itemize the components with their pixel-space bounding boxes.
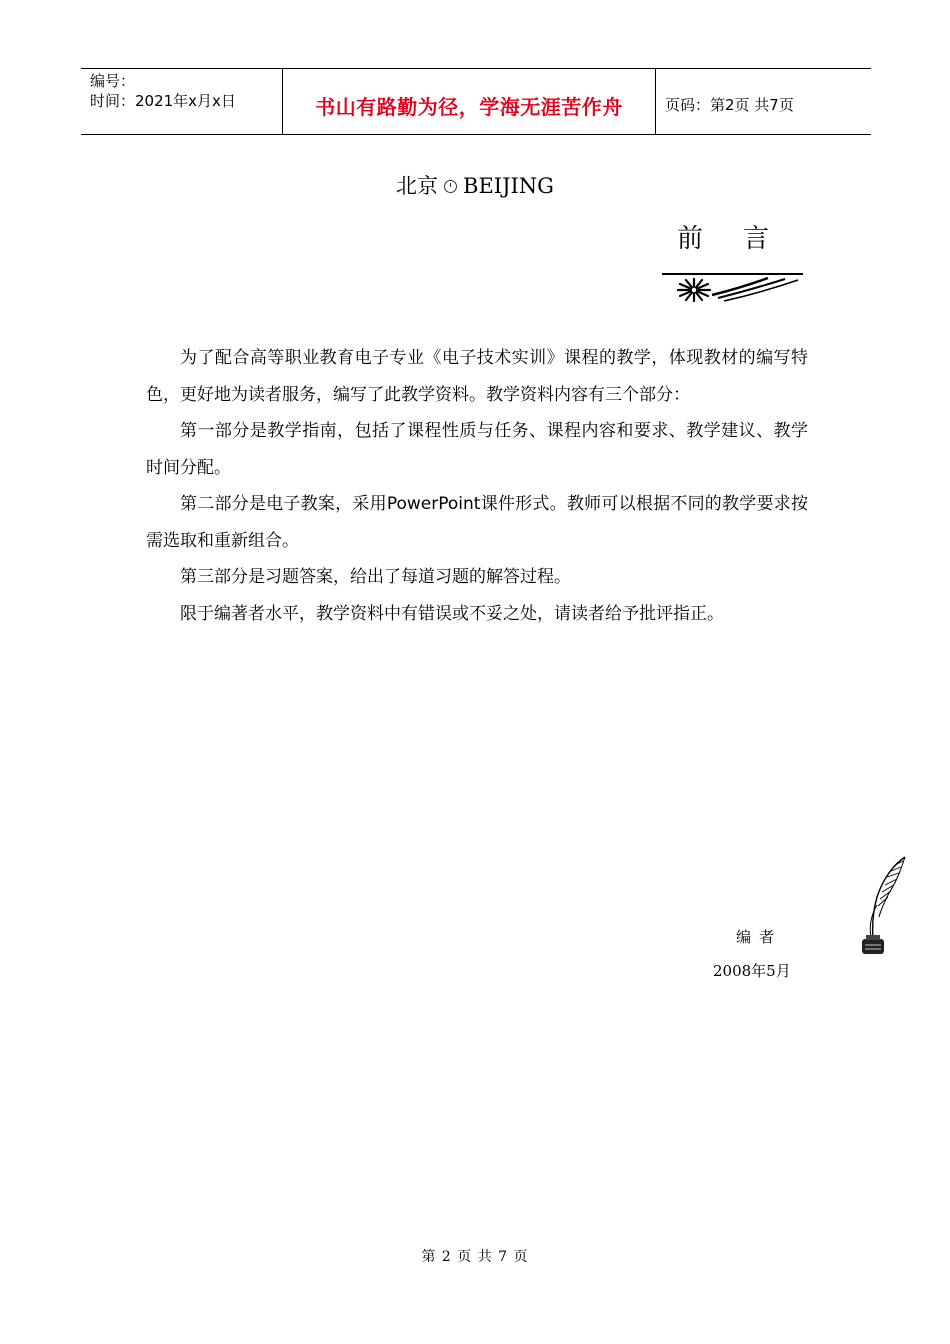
page-title: 前言 bbox=[677, 224, 810, 254]
city-line bbox=[0, 170, 950, 200]
paragraph: 为了配合高等职业教育电子专业《电子技术实训》课程的教学，体现教材的编写特色，更好地为读者服务，编写了此教学资料。教学资料内容有三个部分： bbox=[146, 348, 808, 405]
page-footer: 第 2 页 共 7 页 bbox=[421, 1249, 529, 1265]
preface-body bbox=[146, 340, 808, 632]
flower-ornament-icon bbox=[660, 268, 805, 308]
quill-ink-icon bbox=[857, 855, 909, 963]
header-page-info: 页码：第2页 共7页 bbox=[665, 96, 794, 114]
city-name-en: BEIJING bbox=[463, 174, 554, 198]
paragraph: 第一部分是教学指南，包括了课程性质与任务、课程内容和要求、教学建议、教学时间分配。 bbox=[146, 421, 808, 478]
paragraph: 第二部分是电子教案，采用PowerPoint课件形式。教师可以根据不同的教学要求按需选取和重新组合。 bbox=[146, 494, 808, 551]
document-header bbox=[81, 68, 871, 135]
paragraph: 限于编著者水平，教学资料中有错误或不妥之处，请读者给予批评指正。 bbox=[180, 603, 724, 624]
city-name-cn: 北京 bbox=[396, 174, 439, 198]
header-motto: 书山有路勤为径，学海无涯苦作舟 bbox=[315, 95, 623, 119]
signature-date: 2008年5月 bbox=[713, 962, 791, 980]
paragraph: 第三部分是习题答案，给出了每道习题的解答过程。 bbox=[180, 567, 571, 587]
number-label: 编号： bbox=[90, 72, 136, 90]
date-line: 时间：2021年x月x日 bbox=[90, 92, 236, 110]
header-meta bbox=[90, 71, 236, 111]
signature-author: 编者 bbox=[736, 928, 783, 946]
clock-icon bbox=[444, 180, 457, 193]
header-divider bbox=[655, 69, 656, 134]
